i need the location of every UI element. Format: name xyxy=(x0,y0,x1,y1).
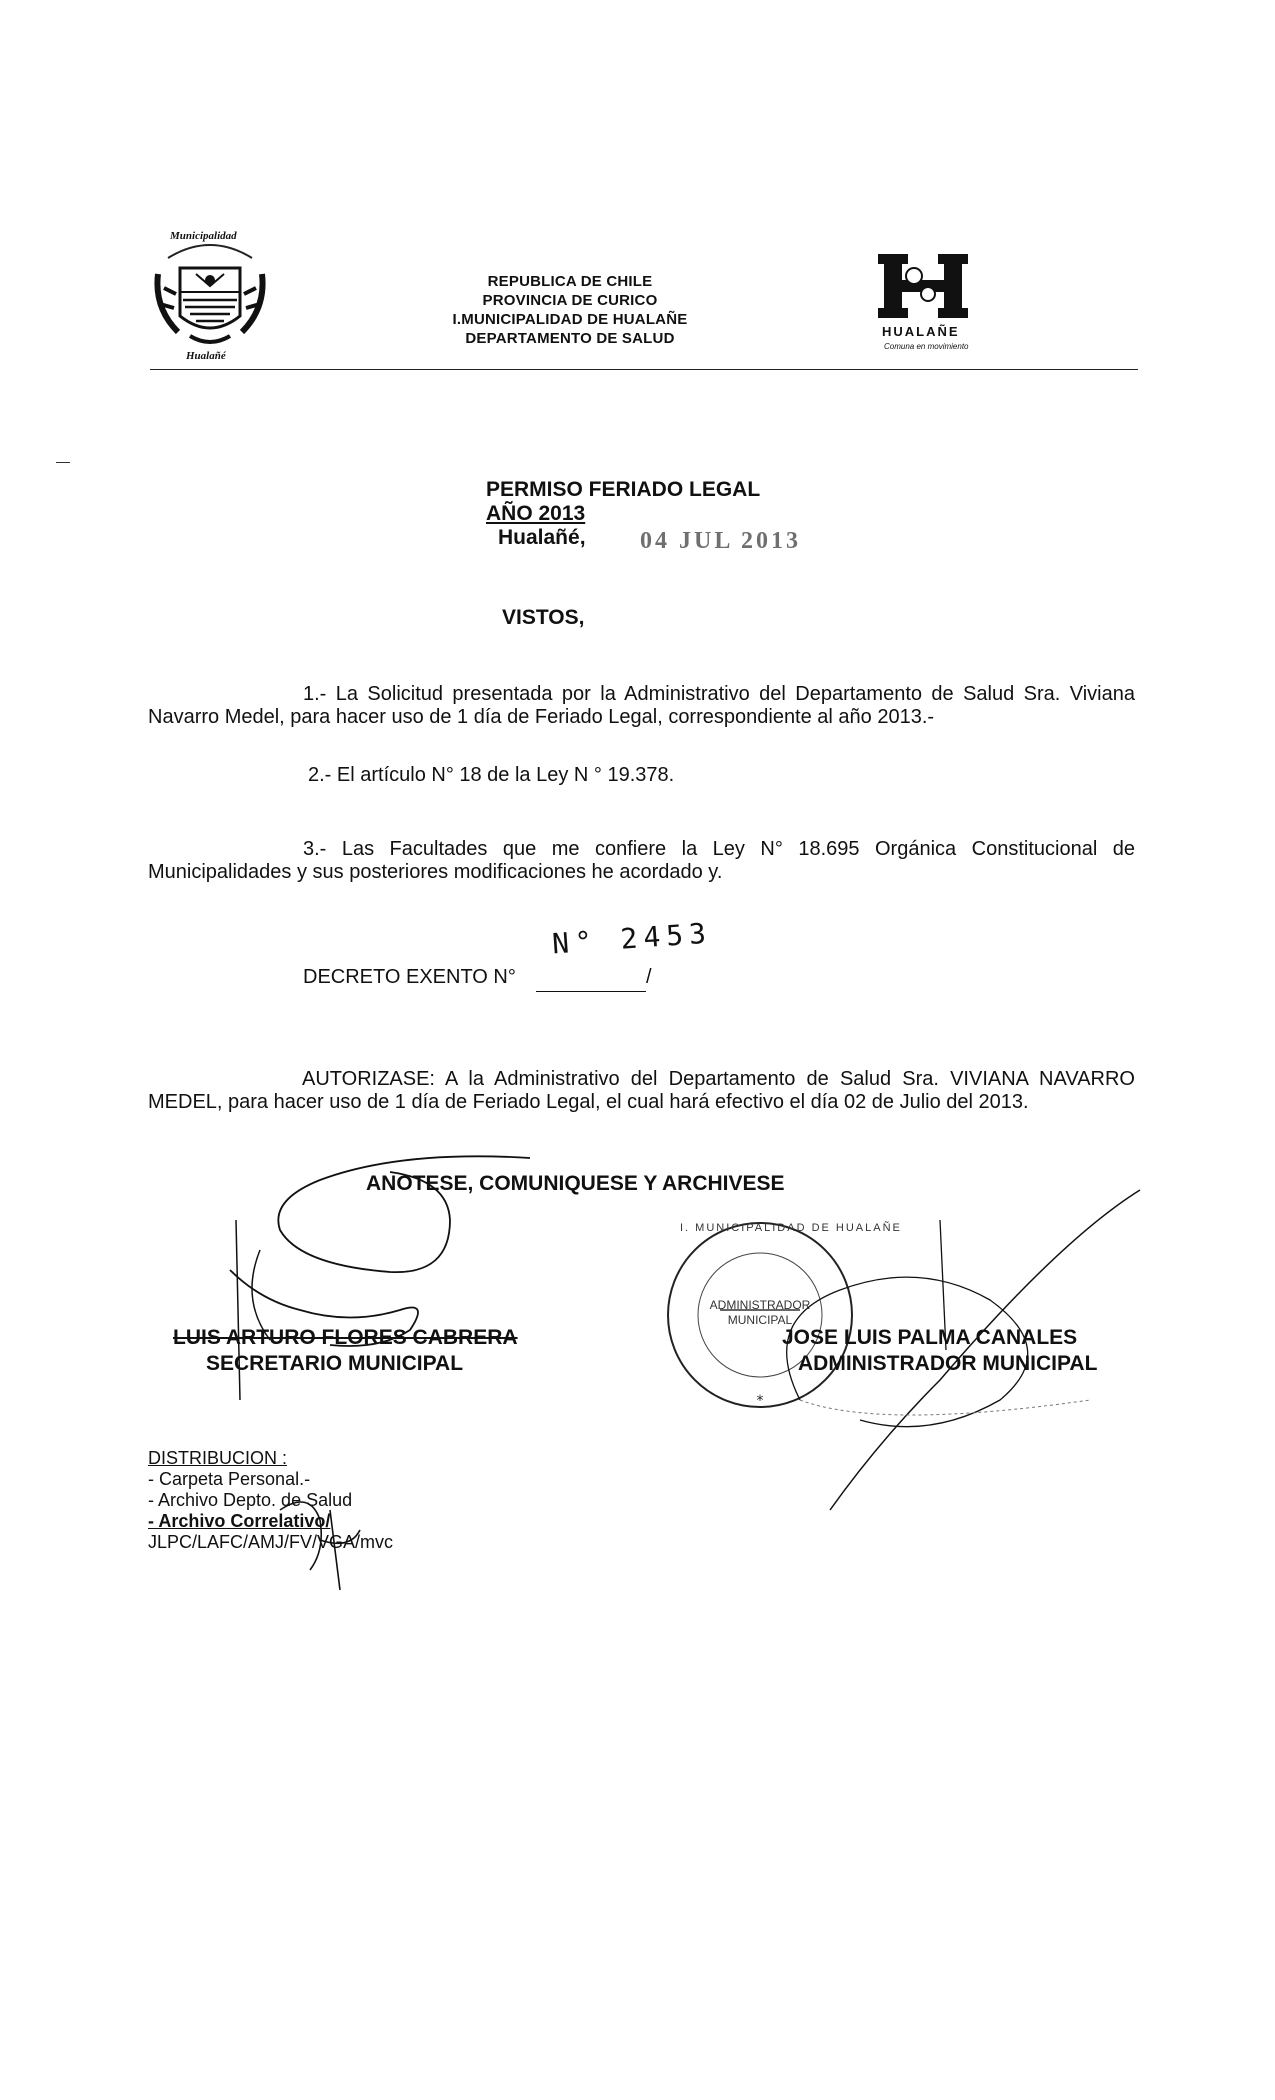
autorizase-text: AUTORIZASE: A la Administrativo del Departamento de Salud Sra. VIVIANA NAVARRO MEDEL, para hacer uso de 1 día de Feriado Legal, el cual hará efectivo el día 02 de Julio del 2013. xyxy=(148,1068,1135,1113)
seal-text-top: Municipalidad xyxy=(170,230,237,242)
distribution-title: DISTRIBUCION : xyxy=(148,1448,288,1468)
hualane-logo xyxy=(874,250,974,360)
doc-title: PERMISO FERIADO LEGAL xyxy=(486,478,761,501)
distribution-item-1: - Carpeta Personal.- xyxy=(148,1469,311,1489)
header-line-2: PROVINCIA DE CURICO xyxy=(482,292,658,309)
left-signer-name: LUIS ARTURO FLORES CABRERA xyxy=(173,1326,518,1349)
right-signer-name: JOSE LUIS PALMA CANALES xyxy=(782,1326,1078,1349)
item-1 xyxy=(148,683,1135,729)
stamp-ring-text: I. MUNICIPALIDAD DE HUALAÑE xyxy=(680,1222,902,1234)
item-2 xyxy=(148,764,1135,787)
margin-mark xyxy=(56,462,70,463)
item-2-text: 2.- El artículo N° 18 de la Ley N ° 19.378. xyxy=(308,764,675,786)
stamp-center-line-1: ADMINISTRADOR xyxy=(709,1298,811,1312)
right-signer-role: ADMINISTRADOR MUNICIPAL xyxy=(798,1352,1098,1375)
h-logo-icon xyxy=(874,250,974,320)
decreto-blank-line xyxy=(536,991,646,992)
stamp-center-line-2: MUNICIPAL xyxy=(727,1313,793,1327)
svg-text:*: * xyxy=(756,1393,764,1409)
left-signer-role: SECRETARIO MUNICIPAL xyxy=(206,1352,464,1375)
decreto-label: DECRETO EXENTO N° xyxy=(303,966,516,988)
institution-header xyxy=(440,272,700,348)
item-1-text: 1.- La Solicitud presentada por la Administrativo del Departamento de Salud Sra. Viviana Navarro Medel, para hacer uso de 1 día de Feriado Legal, correspondiente al año 2013.- xyxy=(148,683,1135,728)
header-line-4: DEPARTAMENTO DE SALUD xyxy=(465,330,675,347)
decreto-slash: / xyxy=(646,966,652,988)
distribution-item-2: - Archivo Depto. de Salud xyxy=(148,1490,353,1510)
decreto-handwritten-number: N° 2453 xyxy=(551,916,713,961)
vistos-heading: VISTOS, xyxy=(502,606,585,629)
header-line-1: REPUBLICA DE CHILE xyxy=(487,273,653,290)
item-3 xyxy=(148,838,1135,884)
doc-year: AÑO 2013 xyxy=(486,502,586,525)
closing-line: ANOTESE, COMUNIQUESE Y ARCHIVESE xyxy=(366,1172,785,1195)
header-divider xyxy=(150,369,1138,370)
autorizase-paragraph xyxy=(148,1068,1135,1114)
doc-place: Hualañé, xyxy=(498,526,586,549)
seal-text-bottom: Hualañé xyxy=(186,350,226,362)
municipal-seal xyxy=(150,228,270,368)
distribution-item-4: JLPC/LAFC/AMJ/FV/VGA/mvc xyxy=(148,1532,394,1552)
date-stamp: 04 JUL 2013 xyxy=(640,528,802,554)
distribution-initial-scribble xyxy=(270,1490,370,1590)
header-line-3: I.MUNICIPALIDAD DE HUALAÑE xyxy=(452,311,688,328)
logo-name: HUALAÑE xyxy=(882,324,960,339)
distribution-item-3: - Archivo Correlativo/ xyxy=(148,1511,331,1531)
item-3-text: 3.- Las Facultades que me confiere la Ley N° 18.695 Orgánica Constitucional de Municipalidades y sus posteriores modificaciones he acordado y. xyxy=(148,838,1135,883)
logo-tagline: Comuna en movimiento xyxy=(884,342,969,351)
municipal-seal-icon xyxy=(150,228,270,368)
